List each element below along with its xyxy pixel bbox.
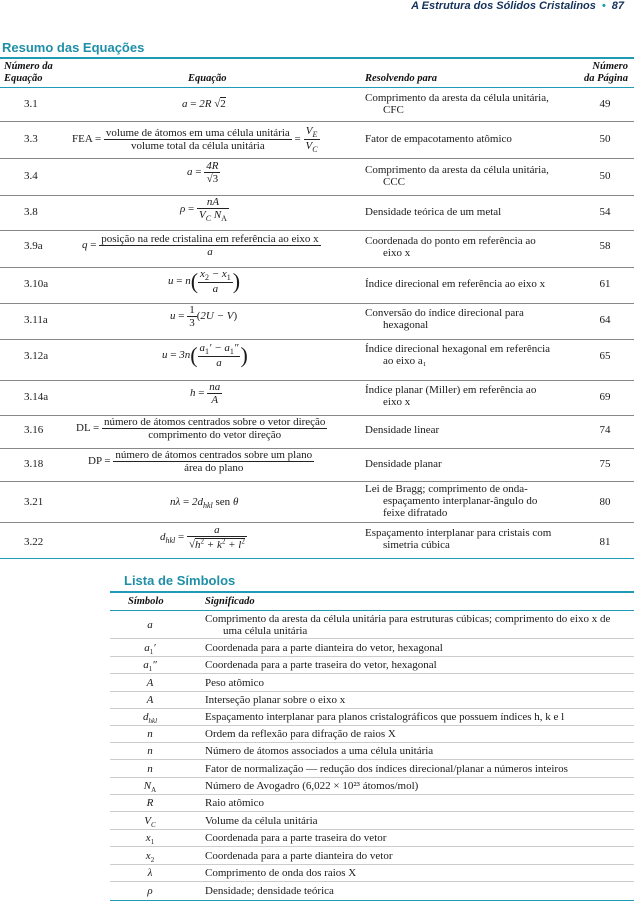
page-ref: 50 (599, 170, 611, 182)
equation-number: 3.18 (24, 458, 44, 470)
solving-for (365, 424, 570, 436)
equation: a = $\frac{4R}{√3}$ (187, 160, 219, 185)
header-page (580, 61, 628, 85)
meaning-line: Comprimento da aresta da célula unitária para estruturas cúbicas; comprimento do eixo x de (205, 613, 611, 625)
symbol-divider (110, 777, 634, 778)
header-symbol: Símbolo (128, 596, 164, 607)
equation-lhs: FEA (72, 133, 93, 146)
symbol: R (146, 797, 154, 809)
solving-for (365, 458, 570, 470)
symbol: $N_A$ (143, 780, 157, 795)
header-rule (0, 87, 634, 88)
equation: $n\lambda = 2d_{hkl}$ sen θ (170, 496, 239, 511)
solving-line: feixe difratado (383, 507, 448, 519)
symbol-divider (110, 811, 634, 812)
equation-number: 3.10a (24, 278, 49, 290)
equation: ρ = $\frac{nA}{V_C N_A}$ (180, 196, 227, 224)
symbol-divider (110, 691, 634, 692)
solving-for (365, 343, 570, 367)
solving-for (365, 92, 570, 116)
symbol: $a_1'$ (144, 642, 156, 657)
equation-row (0, 416, 634, 450)
row-divider (0, 230, 634, 231)
fraction: $\frac{4R}{√3}$ (206, 160, 219, 185)
symbol: A (146, 694, 154, 706)
equation-row (0, 232, 634, 266)
equation-row (0, 92, 634, 120)
equation-lhs: q (82, 239, 88, 252)
equation-row (0, 524, 634, 558)
header-page-line1: Número (592, 61, 628, 72)
symbol: $V_C$ (144, 815, 156, 830)
symbol-meaning (205, 613, 634, 637)
fraction-denominator: área do plano (184, 462, 244, 474)
fraction (113, 449, 314, 474)
row-divider (0, 158, 634, 159)
symbol: $a_1''$ (143, 659, 157, 674)
page-ref: 54 (599, 206, 611, 218)
fraction-denominator: a (207, 246, 213, 258)
solving-line: simetria cúbica (383, 539, 450, 551)
symbol-meaning: Fator de normalização — redução dos índices direcional/planar a números inteiros (205, 763, 568, 775)
equation-lhs: DL (76, 422, 91, 435)
page-ref: 49 (599, 98, 611, 110)
equation: FEA = $\frac{\text{volume de átomos em uma célula unitária}}{\text{volume total da célula unitária}}$ = $\frac{V_E}{V_C}$ (72, 125, 318, 155)
solving-line: espaçamento interplanar-ângulo do (383, 495, 538, 507)
header-number (4, 61, 53, 85)
fraction (104, 127, 292, 152)
symbol-meaning: Comprimento de onda dos raios X (205, 867, 357, 879)
symbol-divider (110, 881, 634, 882)
fraction (99, 233, 320, 258)
equation-number: 3.8 (24, 206, 38, 218)
fraction-numerator: posição na rede cristalina em referência ao eixo x (101, 233, 319, 245)
equation: DL = $\frac{\text{número de átomos centrados sobre o vetor direção}}{\text{comprimento do vetor direção}}$ (76, 416, 326, 441)
solving-for (365, 483, 570, 519)
symbol-meaning: Volume da célula unitária (205, 815, 318, 827)
equation-row (0, 381, 634, 415)
solving-line: Densidade linear (365, 424, 440, 436)
page-ref: 81 (599, 536, 611, 548)
equation-number: 3.4 (24, 170, 38, 182)
fraction: $\frac{a_1' - a_1''}{a}$ (199, 342, 239, 370)
equation-number: 3.12a (24, 350, 49, 362)
row-divider (0, 522, 634, 523)
bottom-rule (0, 558, 634, 559)
page-ref: 50 (599, 133, 611, 145)
solving-line: hexagonal (383, 319, 429, 331)
solving-line: Espaçamento interplanar para cristais com (365, 527, 552, 539)
fraction: $\frac{V_E}{V_C}$ (305, 125, 318, 155)
equations-section-title: Resumo das Equações (2, 40, 145, 55)
fraction-denominator: comprimento do vetor direção (148, 429, 282, 441)
equation-row (0, 268, 634, 302)
solving-line: ao eixo a₁ (383, 355, 427, 367)
solving-line: Comprimento da aresta da célula unitária, (365, 164, 549, 176)
equation-number: 3.14a (24, 391, 49, 403)
symbol: A (146, 677, 154, 689)
symbols-section-title: Lista de Símbolos (124, 573, 236, 588)
equation-row (0, 160, 634, 194)
symbol: a (147, 619, 153, 631)
symbol-meaning: Coordenada para a parte traseira do vetor (205, 832, 387, 844)
solving-line: Densidade teórica de um metal (365, 206, 502, 218)
symbol-meaning: Ordem da reflexão para difração de raios X (205, 728, 396, 740)
page-ref: 64 (599, 314, 611, 326)
equation-number: 3.21 (24, 496, 44, 508)
header-page-line2: da Página (583, 73, 628, 84)
symbol-meaning: Densidade; densidade teórica (205, 885, 334, 897)
equation: q = $\frac{\text{posição na rede cristalina em referência ao eixo x}}{a}$ (82, 233, 319, 258)
solving-line: Conversão do índice direcional para (365, 307, 524, 319)
solving-line: Índice direcional hexagonal em referência (365, 343, 551, 355)
equation: DP = $\frac{\text{número de átomos centrados sobre um plano}}{\text{área do plano}}$ (88, 449, 313, 474)
solving-for (365, 164, 570, 188)
page-ref: 65 (599, 350, 611, 362)
running-head-title: A Estrutura dos Sólidos Cristalinos (411, 0, 596, 12)
solving-for (365, 527, 570, 551)
solving-for (365, 206, 570, 218)
symbol-meaning: Peso atômico (205, 677, 264, 689)
page-ref: 80 (599, 496, 611, 508)
equation-number: 3.11a (24, 314, 48, 326)
fraction: $\frac{1}{3}$ (189, 304, 195, 329)
symbol-divider (110, 829, 634, 830)
page-number: 87 (611, 0, 624, 12)
symbol-meaning: Coordenada para a parte traseira do vetor, hexagonal (205, 659, 437, 671)
symbol-divider (110, 742, 634, 743)
top-rule (0, 57, 634, 59)
symbol-meaning: Número de Avogadro (6,022 × 10²³ átomos/mol) (205, 780, 419, 792)
symbol-meaning: Interseção planar sobre o eixo x (205, 694, 346, 706)
equation-row (0, 340, 634, 380)
symbols-top-rule (110, 591, 634, 593)
meaning-line: uma célula unitária (223, 625, 308, 637)
fraction: $\frac{a}{√h^2 + k^2 + l^2}$ (189, 524, 245, 551)
header-number-line1: Número da (4, 61, 53, 72)
equation: u = $\frac{1}{3}$ (2U − V) (170, 304, 238, 329)
equation-number: 3.22 (24, 536, 44, 548)
symbol: $d_{hkl}$ (142, 711, 158, 726)
symbol-divider (110, 759, 634, 760)
row-divider (0, 481, 634, 482)
solving-line: Densidade planar (365, 458, 442, 470)
fraction: $\frac{nA}{V_C N_A}$ (199, 196, 227, 224)
row-divider (0, 121, 634, 122)
solving-for (365, 278, 570, 290)
equation-row (0, 304, 634, 338)
equation: h = $\frac{na}{A}$ (190, 381, 221, 406)
symbol-divider (110, 656, 634, 657)
equation-row (0, 449, 634, 481)
fraction-denominator: volume total da célula unitária (130, 140, 265, 153)
header-number-line2: Equação (4, 73, 43, 84)
solving-for (365, 133, 570, 145)
symbols-bottom-rule (110, 900, 634, 901)
header-equation: Equação (188, 73, 227, 84)
solving-line: CCC (383, 176, 406, 188)
fraction-numerator: número de átomos centrados sobre o vetor direção (103, 416, 326, 428)
equation-row (0, 483, 634, 521)
solving-for (365, 307, 570, 331)
symbol-meaning: Coordenada para a parte dianteira do vetor (205, 850, 393, 862)
equation-number: 3.16 (24, 424, 44, 436)
symbol-divider (110, 846, 634, 847)
equation-number: 3.1 (24, 98, 38, 110)
symbol: λ (147, 867, 153, 879)
symbol-meaning: Espaçamento interplanar para planos cristalográficos que possuem índices h, k e l (205, 711, 565, 723)
symbols-header-rule (110, 610, 634, 611)
fraction-numerator: número de átomos centrados sobre um plano (115, 449, 313, 461)
solving-for (365, 384, 570, 408)
solving-line: CFC (383, 104, 404, 116)
equation: a = 2R √2 (182, 98, 226, 110)
symbol: $x_1$ (145, 832, 155, 847)
fraction: $\frac{na}{A}$ (209, 381, 221, 406)
equation-row (0, 196, 634, 228)
header-solving: Resolvendo para (365, 73, 438, 84)
page-ref: 61 (599, 278, 611, 290)
equation-row (0, 124, 634, 156)
symbol-divider (110, 864, 634, 865)
page-ref: 69 (599, 391, 611, 403)
symbol: n (147, 728, 153, 740)
symbol-divider (110, 673, 634, 674)
running-head (411, 0, 624, 14)
symbol: n (147, 745, 153, 757)
symbol-meaning: Coordenada para a parte dianteira do vetor, hexagonal (205, 642, 443, 654)
solving-line: Comprimento da aresta da célula unitária, (365, 92, 549, 104)
solving-line: Lei de Bragg; comprimento de onda- (365, 483, 528, 495)
symbol-divider (110, 708, 634, 709)
solving-line: eixo x (383, 247, 411, 259)
equation-number: 3.3 (24, 133, 38, 145)
equation: $d_{hkl}$ = $\frac{a}{√h^2 + k^2 + l^2}$ (160, 524, 245, 551)
symbol: ρ (147, 885, 153, 897)
fraction-numerator: volume de átomos em uma célula unitária (105, 127, 290, 140)
symbol-divider (110, 725, 634, 726)
solving-line: eixo x (383, 396, 411, 408)
solving-line: Coordenada do ponto em referência ao (365, 235, 536, 247)
fraction (102, 416, 327, 441)
bullet-icon: • (601, 0, 606, 12)
solving-for (365, 235, 570, 259)
page-ref: 74 (599, 424, 611, 436)
page-ref: 75 (599, 458, 611, 470)
symbol: $x_2$ (145, 850, 155, 865)
symbol: n (147, 763, 153, 775)
solving-line: Índice planar (Miller) em referência ao (365, 384, 537, 396)
equation: u = n( $\frac{x_2 - x_1}{a}$ ) (168, 268, 241, 296)
equation-lhs: DP (88, 455, 102, 468)
equation-number: 3.9a (24, 240, 43, 252)
solving-line: Índice direcional em referência ao eixo x (365, 278, 546, 290)
fraction: $\frac{x_2 - x_1}{a}$ (200, 268, 231, 296)
symbol-divider (110, 794, 634, 795)
symbol-meaning: Raio atômico (205, 797, 264, 809)
page-ref: 58 (599, 240, 611, 252)
symbol-meaning: Número de átomos associados a uma célula unitária (205, 745, 434, 757)
header-meaning: Significado (205, 596, 255, 607)
equation: u = 3n( $\frac{a_1' - a_1''}{a}$ ) (162, 342, 248, 370)
solving-line: Fator de empacotamento atômico (365, 133, 512, 145)
symbol-divider (110, 638, 634, 639)
